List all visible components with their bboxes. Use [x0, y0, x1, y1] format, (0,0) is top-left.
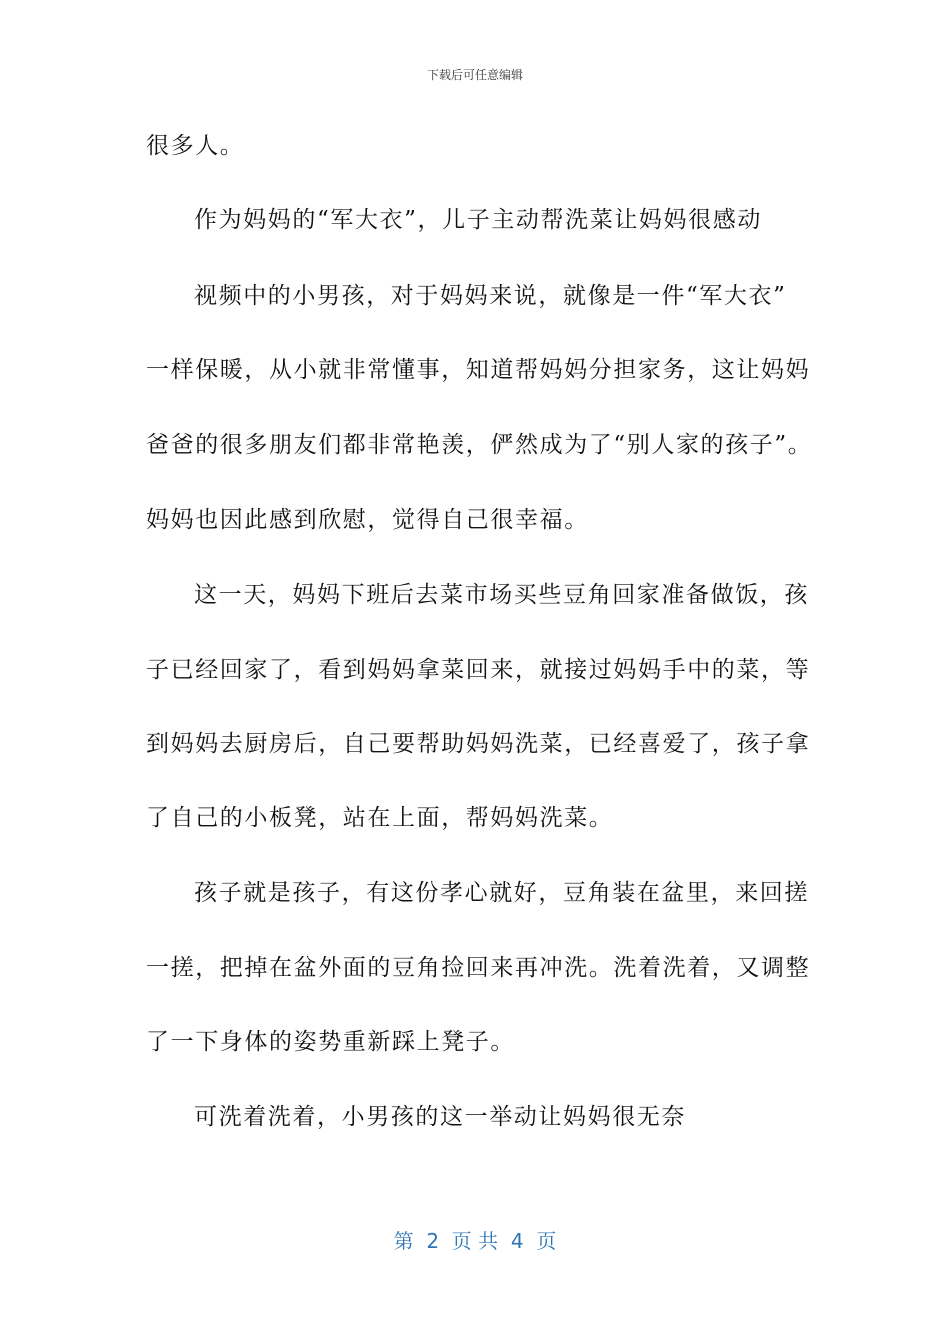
paragraph-line: 妈妈也因此感到欣慰，觉得自己很幸福。 [146, 507, 589, 533]
paragraph-line: 可洗着洗着，小男孩的这一举动让妈妈很无奈 [194, 1104, 686, 1130]
paragraph-line: 一搓，把掉在盆外面的豆角捡回来再冲洗。洗着洗着，又调整 [146, 955, 811, 981]
paragraph-line: 一样保暖，从小就非常懂事，知道帮妈妈分担家务，这让妈妈 [146, 357, 811, 383]
paragraph-line: 了自己的小板凳，站在上面，帮妈妈洗菜。 [146, 805, 614, 831]
paragraph-line: 到妈妈去厨房后，自己要帮助妈妈洗菜，已经喜爱了，孩子拿 [146, 731, 811, 757]
paragraph-line: 很多人。 [146, 133, 245, 159]
section-heading: 作为妈妈的“军大衣”，儿子主动帮洗菜让妈妈很感动 [194, 207, 762, 233]
paragraph-line: 爸爸的很多朋友们都非常艳羡，俨然成为了“别人家的孩子”。 [146, 432, 813, 458]
paragraph-line: 孩子就是孩子，有这份孝心就好，豆角装在盆里，来回搓 [194, 880, 809, 906]
paragraph-line: 视频中的小男孩，对于妈妈来说，就像是一件“军大衣” [194, 283, 787, 309]
paragraph-line: 这一天，妈妈下班后去菜市场买些豆角回家准备做饭，孩 [194, 582, 809, 608]
page-header-note: 下载后可任意编辑 [426, 68, 523, 82]
paragraph-line: 子已经回家了，看到妈妈拿菜回来，就接过妈妈手中的菜，等 [146, 657, 811, 683]
paragraph-line: 了一下身体的姿势重新踩上凳子。 [146, 1029, 515, 1055]
page-number-footer: 第 2 页 共 4 页 [393, 1229, 557, 1253]
